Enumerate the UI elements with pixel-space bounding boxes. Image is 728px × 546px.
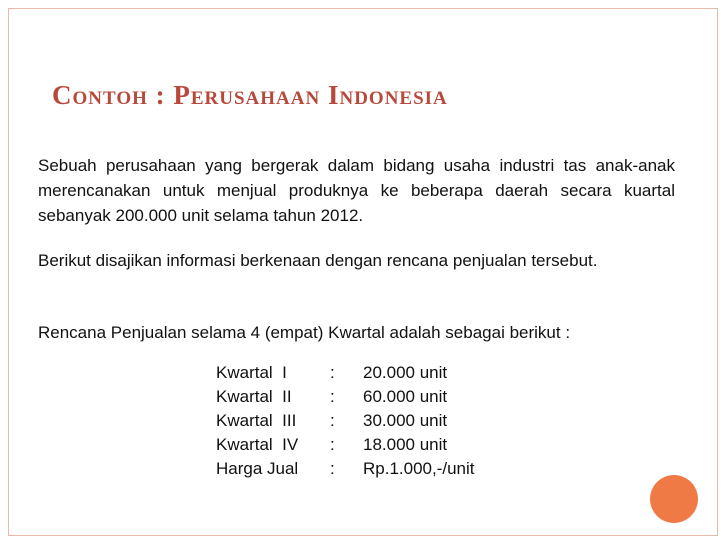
decorative-circle-icon	[650, 475, 698, 523]
info-paragraph: Berikut disajikan informasi berkenaan dengan rencana penjualan tersebut.	[38, 251, 598, 270]
row-value: 18.000 unit	[363, 435, 448, 454]
row-separator: :	[330, 435, 335, 454]
row-label: Kwartal II	[216, 387, 292, 406]
row-label: Harga Jual	[216, 459, 299, 478]
row-value: Rp.1.000,-/unit	[363, 459, 475, 478]
slide-title: Contoh : Perusahaan Indonesia	[52, 80, 448, 110]
row-separator: :	[330, 459, 335, 478]
table-row	[216, 457, 475, 481]
table-row	[216, 361, 475, 385]
row-separator: :	[330, 411, 335, 430]
row-value: 20.000 unit	[363, 363, 448, 382]
table-row	[216, 433, 475, 457]
row-label: Kwartal IV	[216, 435, 299, 454]
row-separator: :	[330, 363, 335, 382]
row-separator: :	[330, 387, 335, 406]
sales-plan-table	[216, 361, 475, 481]
row-label: Kwartal I	[216, 363, 287, 382]
row-label: Kwartal III	[216, 411, 297, 430]
table-row	[216, 385, 475, 409]
table-row	[216, 409, 475, 433]
row-value: 30.000 unit	[363, 411, 448, 430]
row-value: 60.000 unit	[363, 387, 448, 406]
plan-paragraph: Rencana Penjualan selama 4 (empat) Kwartal adalah sebagai berikut :	[38, 323, 571, 342]
intro-paragraph: Sebuah perusahaan yang bergerak dalam bidang usaha industri tas anak-anak merencanakan untuk menjual produknya ke beberapa daerah secara kuartal sebanyak 200.000 unit selama tahun 2012.	[38, 156, 675, 225]
